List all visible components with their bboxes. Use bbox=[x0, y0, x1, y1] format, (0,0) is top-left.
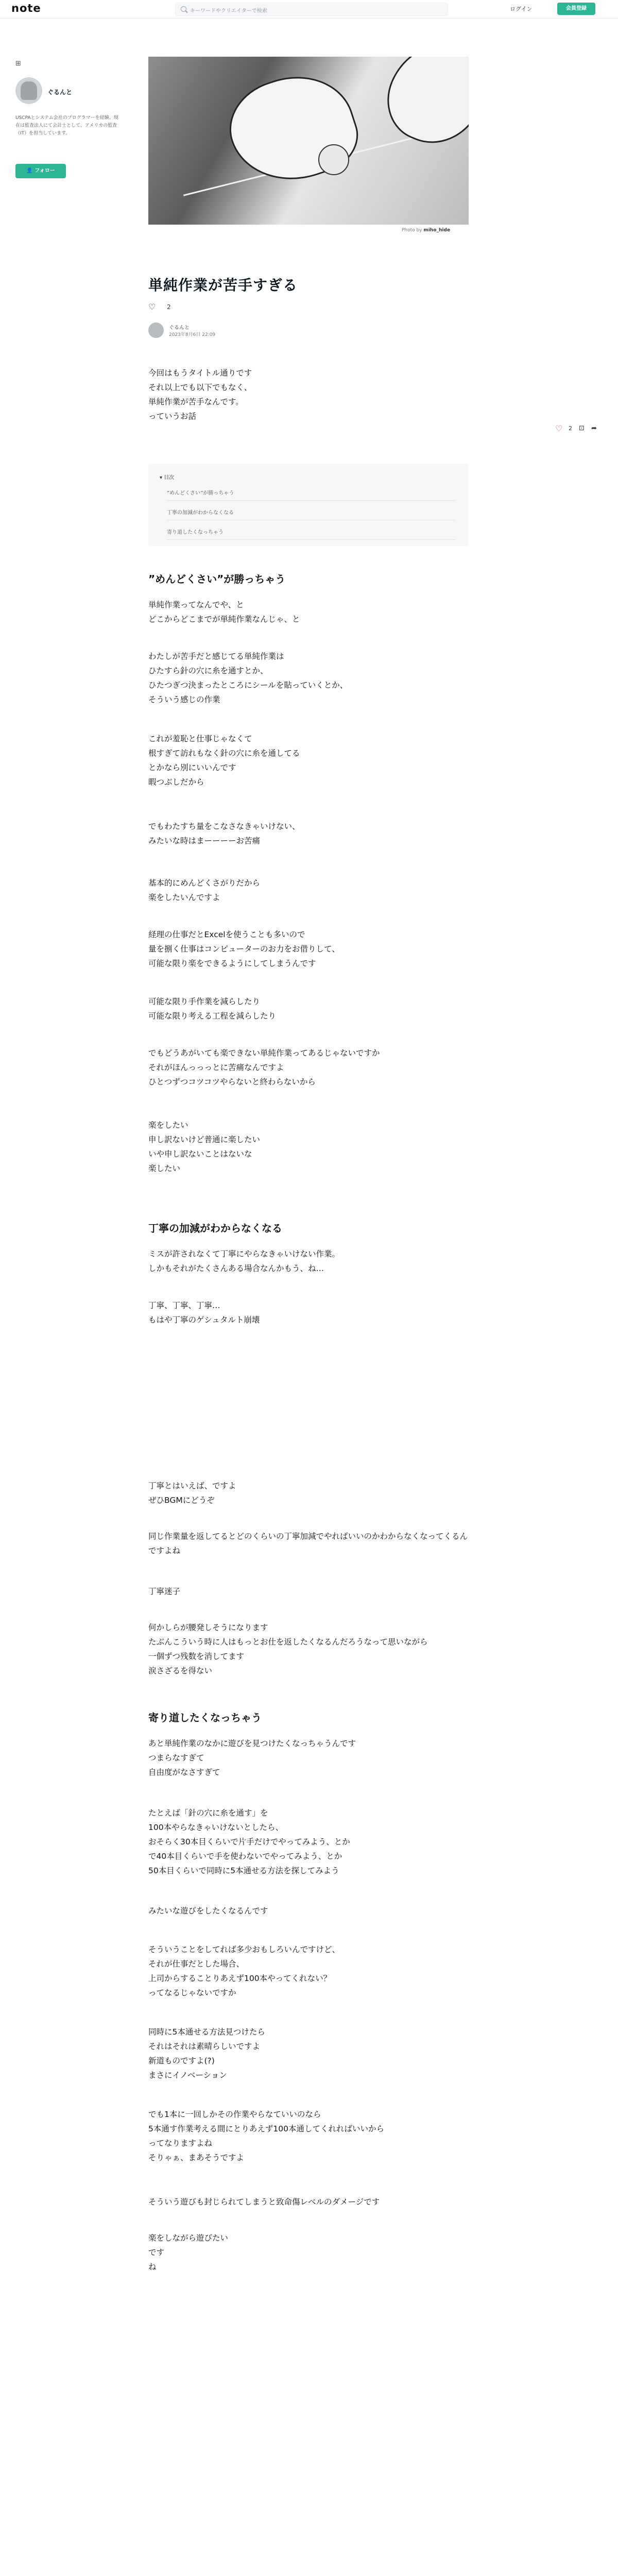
paragraph bbox=[148, 994, 469, 1023]
sidebar-follow-label: フォロー bbox=[35, 168, 55, 174]
toc-item[interactable]: 寄り道したくなっちゃう bbox=[167, 528, 455, 540]
paragraph bbox=[148, 2231, 469, 2274]
publish-date: 2023年8月6日 22:09 bbox=[169, 332, 216, 337]
intro-line: っていうお話 bbox=[148, 412, 197, 421]
line: 自由度がなさすぎて bbox=[148, 1768, 220, 1777]
section-heading: 寄り道したくなっちゃう bbox=[148, 1711, 262, 1724]
line: 100本やらなきゃいけないとしたら、 bbox=[148, 1823, 284, 1832]
paragraph bbox=[148, 1620, 469, 1678]
line: ってなりますよね bbox=[148, 2139, 213, 2148]
line: 丁寧とはいえば、ですよ bbox=[148, 1481, 236, 1490]
line: 申し訳ないけど普通に楽したい bbox=[148, 1135, 261, 1144]
line: 可能な限り楽をできるようにしてしまうんです bbox=[148, 959, 316, 968]
section-heading: ”めんどくさい”が勝っちゃう bbox=[148, 573, 286, 585]
line: つまらなすぎて bbox=[148, 1753, 204, 1762]
floating-heart-icon[interactable]: ♡ bbox=[555, 423, 563, 433]
magazine-icon: ⊞ bbox=[15, 60, 21, 67]
line: とかなら別にいいんです bbox=[148, 763, 236, 772]
line: これが羞恥と仕事じゃなくて bbox=[148, 734, 252, 743]
search-icon bbox=[181, 6, 186, 12]
line: 楽したい bbox=[148, 1164, 181, 1173]
hero-image bbox=[148, 57, 469, 225]
line: 上司からすることりあえず100本やってくれない？ bbox=[148, 1974, 332, 1983]
toc-title-label: 目次 bbox=[164, 475, 175, 481]
line: それが仕事だとした場合、 bbox=[148, 1959, 245, 1969]
author-name[interactable]: ぐるんと bbox=[169, 325, 190, 331]
section-heading: 丁寧の加減がわからなくなる bbox=[148, 1222, 282, 1234]
line: 同じ作業量を返してるとどのくらいの丁寧加減でやればいいのかわからなくなってくるんですよね bbox=[148, 1532, 468, 1555]
paragraph bbox=[148, 1584, 469, 1599]
line: まさにイノベーション bbox=[148, 2071, 227, 2080]
line: 同時に5本通せる方法見つけたら bbox=[148, 2027, 265, 2037]
article-title: 単純作業が苦手すぎる bbox=[148, 277, 298, 294]
line: それはそれは素晴らしいですよ bbox=[148, 2042, 261, 2051]
embed-placeholder bbox=[148, 1334, 469, 1468]
line: 丁寧、丁寧、丁寧… bbox=[148, 1301, 220, 1310]
photo-credit-name[interactable]: miho_hide bbox=[423, 228, 451, 233]
paragraph bbox=[148, 1118, 469, 1176]
hero-hand-right bbox=[374, 57, 469, 158]
intro-line: それ以上でも以下でもなく、 bbox=[148, 383, 252, 392]
paragraph bbox=[148, 1806, 469, 1878]
heart-icon[interactable]: ♡ bbox=[148, 302, 156, 312]
paragraph bbox=[148, 2025, 469, 2082]
paragraph bbox=[148, 1046, 469, 1089]
author-avatar[interactable] bbox=[148, 323, 164, 338]
line: 根すぎて訪れもなく針の穴に糸を通してる bbox=[148, 749, 300, 758]
photo-credit-prefix: Photo by bbox=[402, 228, 422, 233]
line: もはや丁寧のゲシュタルト崩壊 bbox=[148, 1315, 260, 1325]
line: ね bbox=[148, 2262, 157, 2272]
sidebar-author-name[interactable]: ぐるんと bbox=[47, 89, 73, 96]
like-count: 2 bbox=[167, 303, 171, 311]
line: 涙さざるを得ない bbox=[148, 1666, 213, 1675]
search-input[interactable] bbox=[175, 3, 448, 16]
line: でもどうあがいても楽できない単純作業ってあるじゃないですか bbox=[148, 1048, 380, 1058]
line: 一個ずつ残数を消してます bbox=[148, 1652, 245, 1661]
line: ひたつぎつ決まったところにシールを貼っていくとか、 bbox=[148, 681, 348, 690]
line: ぜひBGMにどうぞ bbox=[148, 1496, 215, 1505]
line: そういう遊びも封じられてしまうと致命傷レベルのダメージです bbox=[148, 2197, 380, 2207]
line: しかもそれがたくさんある場合なんかもう、ね… bbox=[148, 1264, 324, 1273]
line: ってなるじゃないですか bbox=[148, 1988, 236, 1997]
line: 楽をしながら遊びたい bbox=[148, 2233, 229, 2243]
line: わたしが苦手だと感じてる単純作業は bbox=[148, 652, 284, 661]
line: 何かしらが腰発しそうになります bbox=[148, 1623, 268, 1632]
line: 基本的にめんどくさがりだから bbox=[148, 878, 261, 888]
bookmark-icon[interactable]: ⊡ bbox=[579, 425, 585, 432]
line: おそらく30本目くらいで片手だけでやってみよう、とか bbox=[148, 1837, 350, 1846]
line: です bbox=[148, 2248, 165, 2257]
paragraph bbox=[148, 819, 469, 848]
intro-paragraph bbox=[148, 366, 469, 423]
note-logo[interactable]: note bbox=[11, 2, 41, 14]
intro-line: 単純作業が苦手なんです。 bbox=[148, 397, 244, 406]
line: あと単純作業のなかに遊びを見つけたくなっちゃうんです bbox=[148, 1739, 356, 1748]
line: たぶんこういう時に人はもっとお仕を返したくなるんだろうなって思いながら bbox=[148, 1637, 428, 1647]
line: 可能な限り手作業を減らしたり bbox=[148, 997, 261, 1006]
paragraph bbox=[148, 649, 469, 707]
paragraph bbox=[148, 1529, 469, 1558]
hero-hand-left bbox=[218, 61, 367, 197]
paragraph bbox=[148, 876, 469, 905]
photo-credit bbox=[402, 228, 450, 233]
site-header bbox=[0, 0, 618, 19]
paragraph bbox=[148, 1479, 469, 1507]
line: 5本通す作業考える間にとりあえず100本通してくれればいいから bbox=[148, 2124, 384, 2133]
login-link[interactable]: ログイン bbox=[510, 6, 533, 12]
paragraph bbox=[148, 927, 469, 971]
line: ミスが許されなくて丁寧にやらなきゃいけない作業。 bbox=[148, 1249, 340, 1259]
line: 新道ものですよ(?) bbox=[148, 2056, 215, 2065]
search-placeholder: キーワードやクリエイターで検索 bbox=[190, 8, 267, 14]
line: 量を捌く仕事はコンピューターのお力をお借りして、 bbox=[148, 944, 340, 954]
paragraph bbox=[148, 732, 469, 789]
paragraph bbox=[148, 1736, 469, 1780]
paragraph bbox=[148, 1942, 469, 2000]
sidebar-avatar[interactable] bbox=[15, 77, 42, 104]
paragraph bbox=[148, 1298, 469, 1327]
line: いや申し訳ないことはないな bbox=[148, 1149, 252, 1159]
intro-line: 今回はもうタイトル通りです bbox=[148, 368, 252, 378]
line: でも1本に一回しかその作業やらなていいのなら bbox=[148, 2110, 321, 2119]
paragraph bbox=[148, 1247, 469, 1276]
line: 経理の仕事だとExcelを使うことも多いので bbox=[148, 930, 305, 939]
line: 50本目くらいで同時に5本通せる方法を探してみよう bbox=[148, 1866, 339, 1875]
line: 可能な限り考える工程を減らしたり bbox=[148, 1011, 277, 1021]
signup-button[interactable]: 会員登録 bbox=[557, 3, 595, 15]
line: ひたすら針の穴に糸を通すとか、 bbox=[148, 666, 268, 675]
line: 暇つぶしだから bbox=[148, 777, 204, 787]
sidebar-author-bio: USCPAとシステム会社のプログラマーを経験、現在は監査法人にて会計士として、アメリカの監査（IT）を担当しています。 bbox=[15, 115, 118, 136]
paragraph bbox=[148, 2195, 469, 2209]
toc-item[interactable]: ”めんどくさい”が勝っちゃう bbox=[167, 488, 455, 501]
sidebar-follow-button[interactable] bbox=[15, 164, 66, 178]
line: 単純作業ってなんでや、と bbox=[148, 600, 244, 609]
toc-title[interactable]: ▾ 目次 bbox=[160, 475, 175, 481]
paragraph bbox=[148, 598, 469, 626]
line: みたいな遊びをしたくなるんです bbox=[148, 1906, 268, 1916]
line: たとえば「針の穴に糸を通す」を bbox=[148, 1808, 268, 1818]
paragraph bbox=[148, 1904, 469, 1918]
follow-icon: 👤 bbox=[26, 168, 35, 174]
line: そういう感じの作業 bbox=[148, 695, 220, 704]
line: でもわたすち量をこなさなきゃいけない、 bbox=[148, 822, 300, 831]
line: 丁寧迷子 bbox=[148, 1587, 181, 1596]
line: 楽をしたいんですよ bbox=[148, 893, 220, 902]
line: みたいな時はまーーーーお苦痛 bbox=[148, 836, 261, 845]
line: で40本目くらいで手を使わないでやってみよう、とか bbox=[148, 1852, 342, 1861]
line: そういうことをしてれば多少おもしろいんですけど、 bbox=[148, 1945, 340, 1954]
line: それがほんっっっとに苦痛なんですよ bbox=[148, 1063, 284, 1072]
line: ひとつずつコツコツやらないと終わらないから bbox=[148, 1077, 316, 1087]
paragraph bbox=[148, 2107, 469, 2165]
floating-like-count: 2 bbox=[569, 425, 572, 432]
share-icon[interactable]: ➦ bbox=[591, 425, 597, 432]
toc-item[interactable]: 丁寧の加減がわからなくなる bbox=[167, 508, 455, 520]
hero-bead bbox=[318, 144, 349, 175]
line: どこからどこまでが単純作業なんじゃ、と bbox=[148, 615, 300, 624]
line: そりゃぁ、まあそうですよ bbox=[148, 2153, 245, 2162]
line: 楽をしたい bbox=[148, 1121, 188, 1130]
